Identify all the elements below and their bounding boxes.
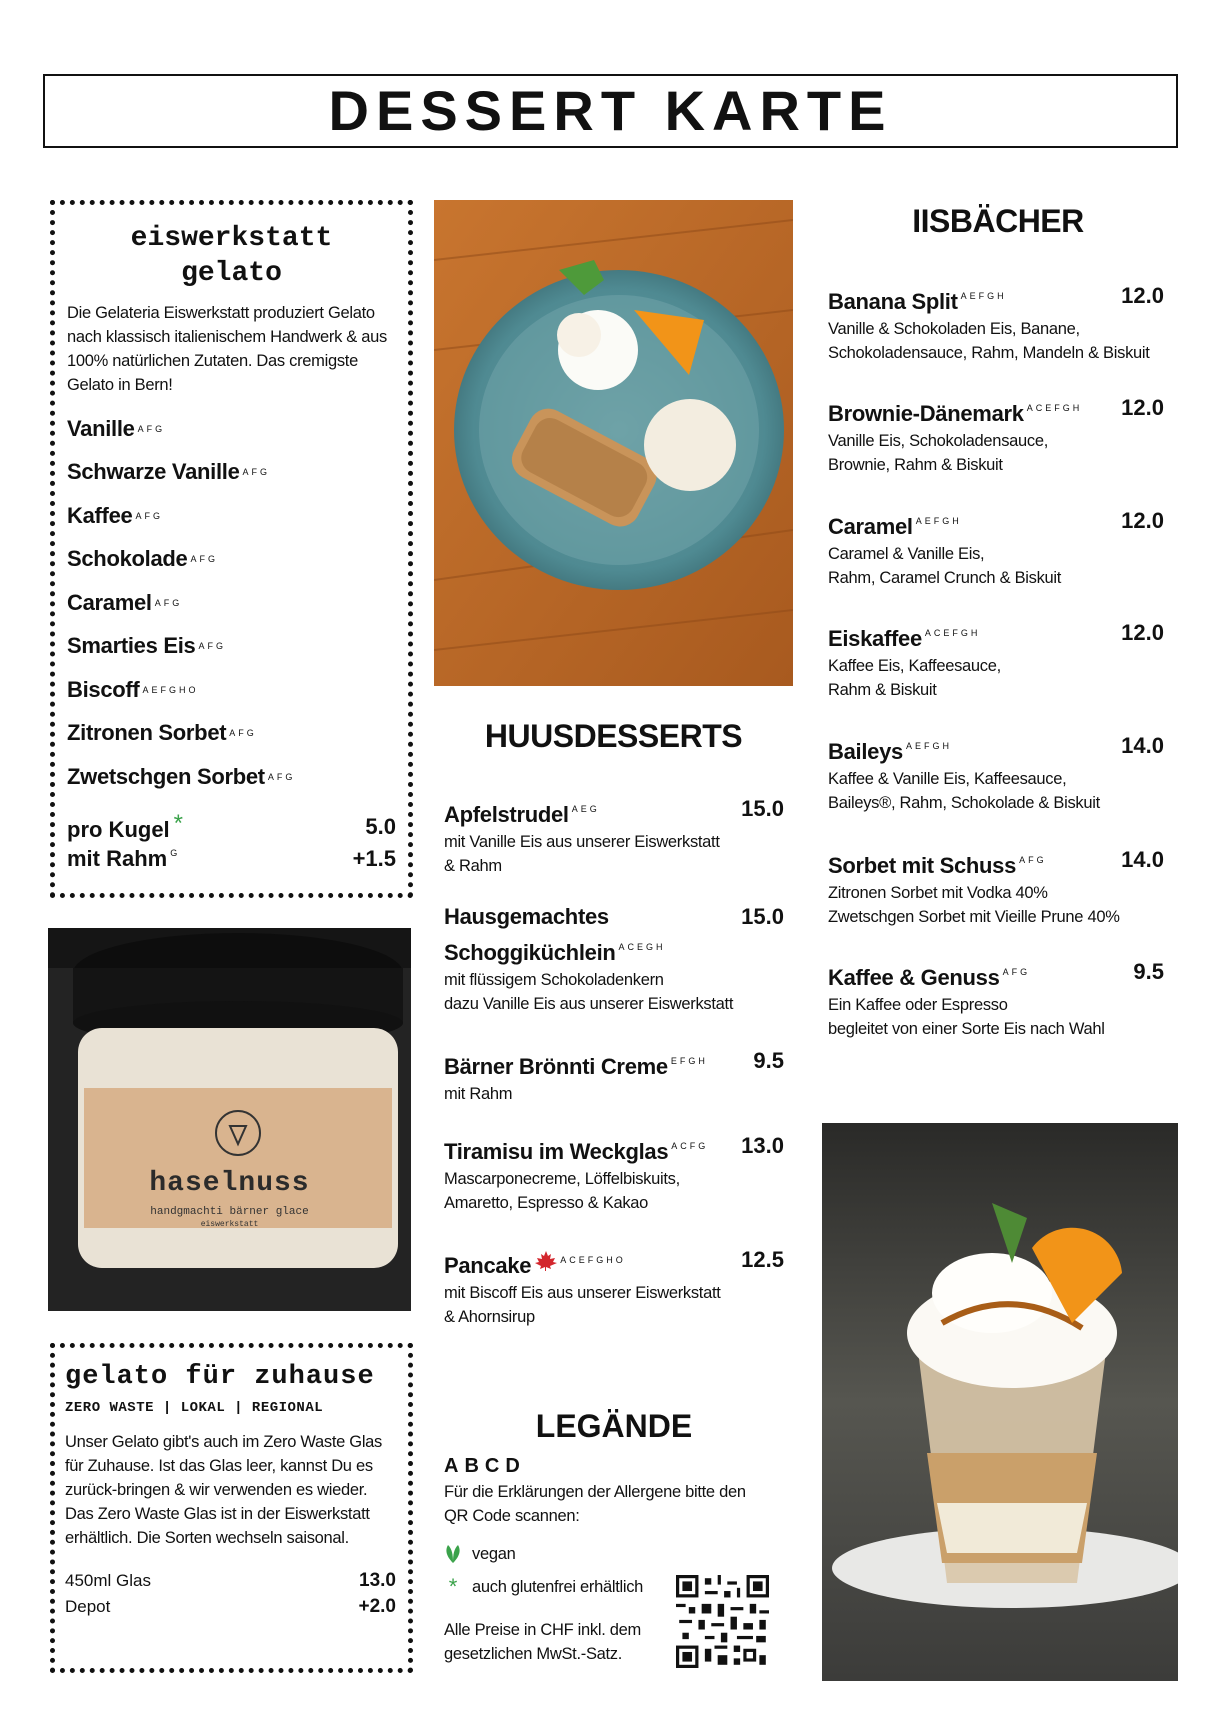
- flavor-name: Kaffee: [67, 502, 133, 528]
- jar-label: haselnuss: [149, 1168, 310, 1199]
- flavor-name: Zitronen Sorbet: [67, 720, 227, 746]
- gelato-box: [50, 200, 413, 898]
- item-name: Banana Split $^{AEFGH}$: [828, 289, 1007, 314]
- menu-item: [444, 1046, 784, 1106]
- item-desc-2: Baileys®, Rahm, Schokolade & Biskuit: [828, 794, 1100, 812]
- item-desc-2: Schokoladensauce, Rahm, Mandeln & Biskuit: [828, 344, 1150, 362]
- huusdesserts-heading: HUUSDESSERTS: [484, 718, 743, 754]
- item-name: Tiramisu im Weckglas $^{ACFG}$: [444, 1139, 709, 1164]
- gluten-free-star-icon: *: [448, 1574, 458, 1599]
- item-desc-1: mit Vanille Eis aus unserer Eiswerkstatt: [444, 833, 720, 851]
- maple-leaf-icon: [535, 1251, 557, 1271]
- flavor-name: Caramel: [67, 589, 152, 615]
- flavor-name: Biscoff: [67, 676, 140, 702]
- cream-price: +1.5: [352, 845, 396, 871]
- flavor-item: [67, 538, 396, 582]
- item-price: 12.0: [1121, 508, 1164, 533]
- flavor-item: [67, 712, 396, 756]
- zuhause-tagline: ZERO WASTE | LOKAL | REGIONAL: [65, 1400, 324, 1416]
- item-name: Eiskaffee $^{ACEFGH}$: [828, 626, 981, 651]
- menu-item: [444, 902, 784, 1016]
- menu-item: [444, 1131, 784, 1215]
- apfelstrudel-photo: [434, 200, 793, 686]
- item-desc-2: Zwetschgen Sorbet mit Vieille Prune 40%: [828, 908, 1120, 926]
- item-name: Caramel $^{AEFGH}$: [828, 514, 962, 539]
- flavor-allergens: AEFGHO: [142, 684, 199, 695]
- zuhause-title: gelato für zuhause: [65, 1362, 375, 1392]
- item-price: 9.5: [753, 1048, 784, 1073]
- item-price: 12.0: [1121, 620, 1164, 645]
- item-price: 13.0: [741, 1133, 784, 1158]
- item-desc-1: Kaffee & Vanille Eis, Kaffeesauce,: [828, 770, 1067, 788]
- menu-item: [828, 845, 1164, 929]
- item-desc-1: mit flüssigem Schokoladenkern: [444, 971, 664, 989]
- item-desc-2: Rahm & Biskuit: [828, 681, 937, 699]
- menu-item: [444, 794, 784, 878]
- legend-vegan: vegan: [444, 1542, 784, 1566]
- allergen-letters: ABCD: [444, 1455, 526, 1477]
- per-scoop-price: 5.0: [365, 813, 396, 839]
- item-name: Bärner Brönnti Creme $^{EFGH}$: [444, 1054, 708, 1079]
- item-name: Kaffee & Genuss $^{AFG}$: [828, 965, 1031, 990]
- item-price: 15.0: [741, 796, 784, 821]
- page-title: DESSERT KARTE: [328, 79, 893, 142]
- legend-heading: LEGÄNDE: [535, 1408, 693, 1444]
- glass-price: 13.0: [359, 1570, 396, 1591]
- qr-code-icon: [676, 1575, 769, 1668]
- deposit-label: Depot: [65, 1597, 111, 1616]
- jar-brand: eiswerkstatt: [200, 1220, 259, 1229]
- flavor-allergens: AFG: [198, 641, 226, 652]
- gelato-title-line2: gelato: [181, 258, 282, 289]
- item-price: 12.0: [1121, 395, 1164, 420]
- item-name: Apfelstrudel $^{AEG}$: [444, 802, 600, 827]
- item-price: 12.0: [1121, 283, 1164, 308]
- iisbaecher-heading: IISBÄCHER: [912, 203, 1084, 239]
- legend-gluten: * auch glutenfrei erhältlich: [444, 1574, 784, 1600]
- zuhause-description: Unser Gelato gibt's auch im Zero Waste Glas für Zuhause. Ist das Glas leer, kannst Du es zurück-bringen & wir verwenden es wieder. Das Zero Waste Glas ist in der Eiswerkstatt erhältlich. Die Sorten wechseln saisonal.: [65, 1433, 383, 1547]
- flavor-allergens: AFG: [137, 423, 166, 434]
- flavor-allergens: AFG: [154, 597, 183, 608]
- item-name-line2: Schoggiküchlein $^{ACEGH}$: [444, 940, 666, 965]
- item-price: 14.0: [1121, 733, 1164, 758]
- item-name: Brownie-Dänemark $^{ACEFGH}$: [828, 401, 1083, 426]
- item-price: 15.0: [741, 904, 784, 929]
- flavor-allergens: AFG: [242, 467, 271, 478]
- menu-item: [828, 393, 1164, 477]
- item-desc-2: Rahm, Caramel Crunch & Biskuit: [828, 569, 1062, 587]
- eisbecher-photo: [822, 1123, 1178, 1681]
- menu-item: [828, 618, 1164, 702]
- item-desc-1: Vanille & Schokoladen Eis, Banane,: [828, 320, 1080, 338]
- item-desc-1: mit Rahm: [444, 1085, 513, 1103]
- item-desc-1: Ein Kaffee oder Espresso: [828, 996, 1008, 1014]
- flavor-name: Zwetschgen Sorbet: [67, 763, 265, 789]
- item-name: Baileys $^{AEFGH}$: [828, 739, 952, 764]
- legend-text: Für die Erklärungen der Allergene bitte den QR Code scannen:: [444, 1483, 746, 1525]
- gluten-free-star-icon: *: [173, 810, 184, 837]
- flavor-allergens: AFG: [229, 728, 257, 739]
- flavor-name: Schokolade: [67, 546, 188, 572]
- item-price: 9.5: [1133, 959, 1164, 984]
- menu-item: [828, 281, 1164, 365]
- item-name: Sorbet mit Schuss $^{AFG}$: [828, 853, 1047, 878]
- flavor-name: Vanille: [67, 415, 135, 441]
- item-price: 12.5: [741, 1247, 784, 1272]
- zuhause-pricing: [65, 1568, 396, 1620]
- item-price: 14.0: [1121, 847, 1164, 872]
- gelato-description: Die Gelateria Eiswerkstatt produziert Gelato nach klassisch italienischem Handwerk & aus 100% natürlichen Zutaten. Das cremigste Gelato in Bern!: [67, 304, 388, 394]
- flavor-name: Smarties Eis: [67, 633, 196, 659]
- scoop-pricing: [67, 811, 396, 875]
- item-desc-1: Zitronen Sorbet mit Vodka 40%: [828, 884, 1048, 902]
- flavor-item: [67, 755, 396, 799]
- item-desc-1: Caramel & Vanille Eis,: [828, 545, 985, 563]
- cream-label: mit Rahm $^G$: [67, 845, 181, 871]
- flavor-allergens: AFG: [267, 771, 296, 782]
- item-desc-1: mit Biscoff Eis aus unserer Eiswerkstatt: [444, 1284, 721, 1302]
- item-desc-2: Brownie, Rahm & Biskuit: [828, 456, 1003, 474]
- item-desc-1: Mascarponecreme, Löffelbiskuits,: [444, 1170, 680, 1188]
- glass-label: 450ml Glas: [65, 1571, 151, 1590]
- gelato-title-line1: eiswerkstatt: [130, 223, 333, 254]
- flavor-allergens: AFG: [135, 510, 163, 521]
- flavor-item: [67, 668, 396, 712]
- item-desc-2: & Rahm: [444, 857, 502, 875]
- menu-item: [444, 1245, 784, 1329]
- item-desc-1: Vanille Eis, Schokoladensauce,: [828, 432, 1049, 450]
- item-name: Pancake $^{ACEFGHO}$: [444, 1253, 626, 1278]
- flavor-list: [67, 407, 396, 799]
- title-box: [43, 74, 1178, 148]
- flavor-item: [67, 494, 396, 538]
- flavor-allergens: AFG: [190, 554, 218, 565]
- item-desc-2: begleitet von einer Sorte Eis nach Wahl: [828, 1020, 1105, 1038]
- flavor-name: Schwarze Vanille: [67, 459, 240, 485]
- item-desc-2: dazu Vanille Eis aus unserer Eiswerkstatt: [444, 995, 734, 1013]
- menu-item: [828, 506, 1164, 590]
- item-desc-1: Kaffee Eis, Kaffeesauce,: [828, 657, 1001, 675]
- zuhause-box: [50, 1343, 413, 1673]
- per-scoop-label: pro Kugel *: [67, 810, 184, 842]
- flavor-item: [67, 451, 396, 495]
- price-note: Alle Preise in CHF inkl. dem gesetzlichen MwSt.-Satz.: [444, 1621, 641, 1663]
- item-desc-2: & Ahornsirup: [444, 1308, 535, 1326]
- item-desc-2: Amaretto, Espresso & Kakao: [444, 1194, 649, 1212]
- menu-item: [828, 731, 1164, 815]
- flavor-item: [67, 407, 396, 451]
- flavor-item: [67, 625, 396, 669]
- deposit-price: +2.0: [358, 1596, 396, 1617]
- gelato-jar-photo: [48, 928, 411, 1311]
- item-name: Hausgemachtes: [444, 904, 609, 929]
- menu-item: [828, 957, 1164, 1041]
- flavor-item: [67, 581, 396, 625]
- vegan-leaf-icon: [444, 1544, 462, 1564]
- jar-sublabel: handgmachti bärner glace: [150, 1206, 309, 1218]
